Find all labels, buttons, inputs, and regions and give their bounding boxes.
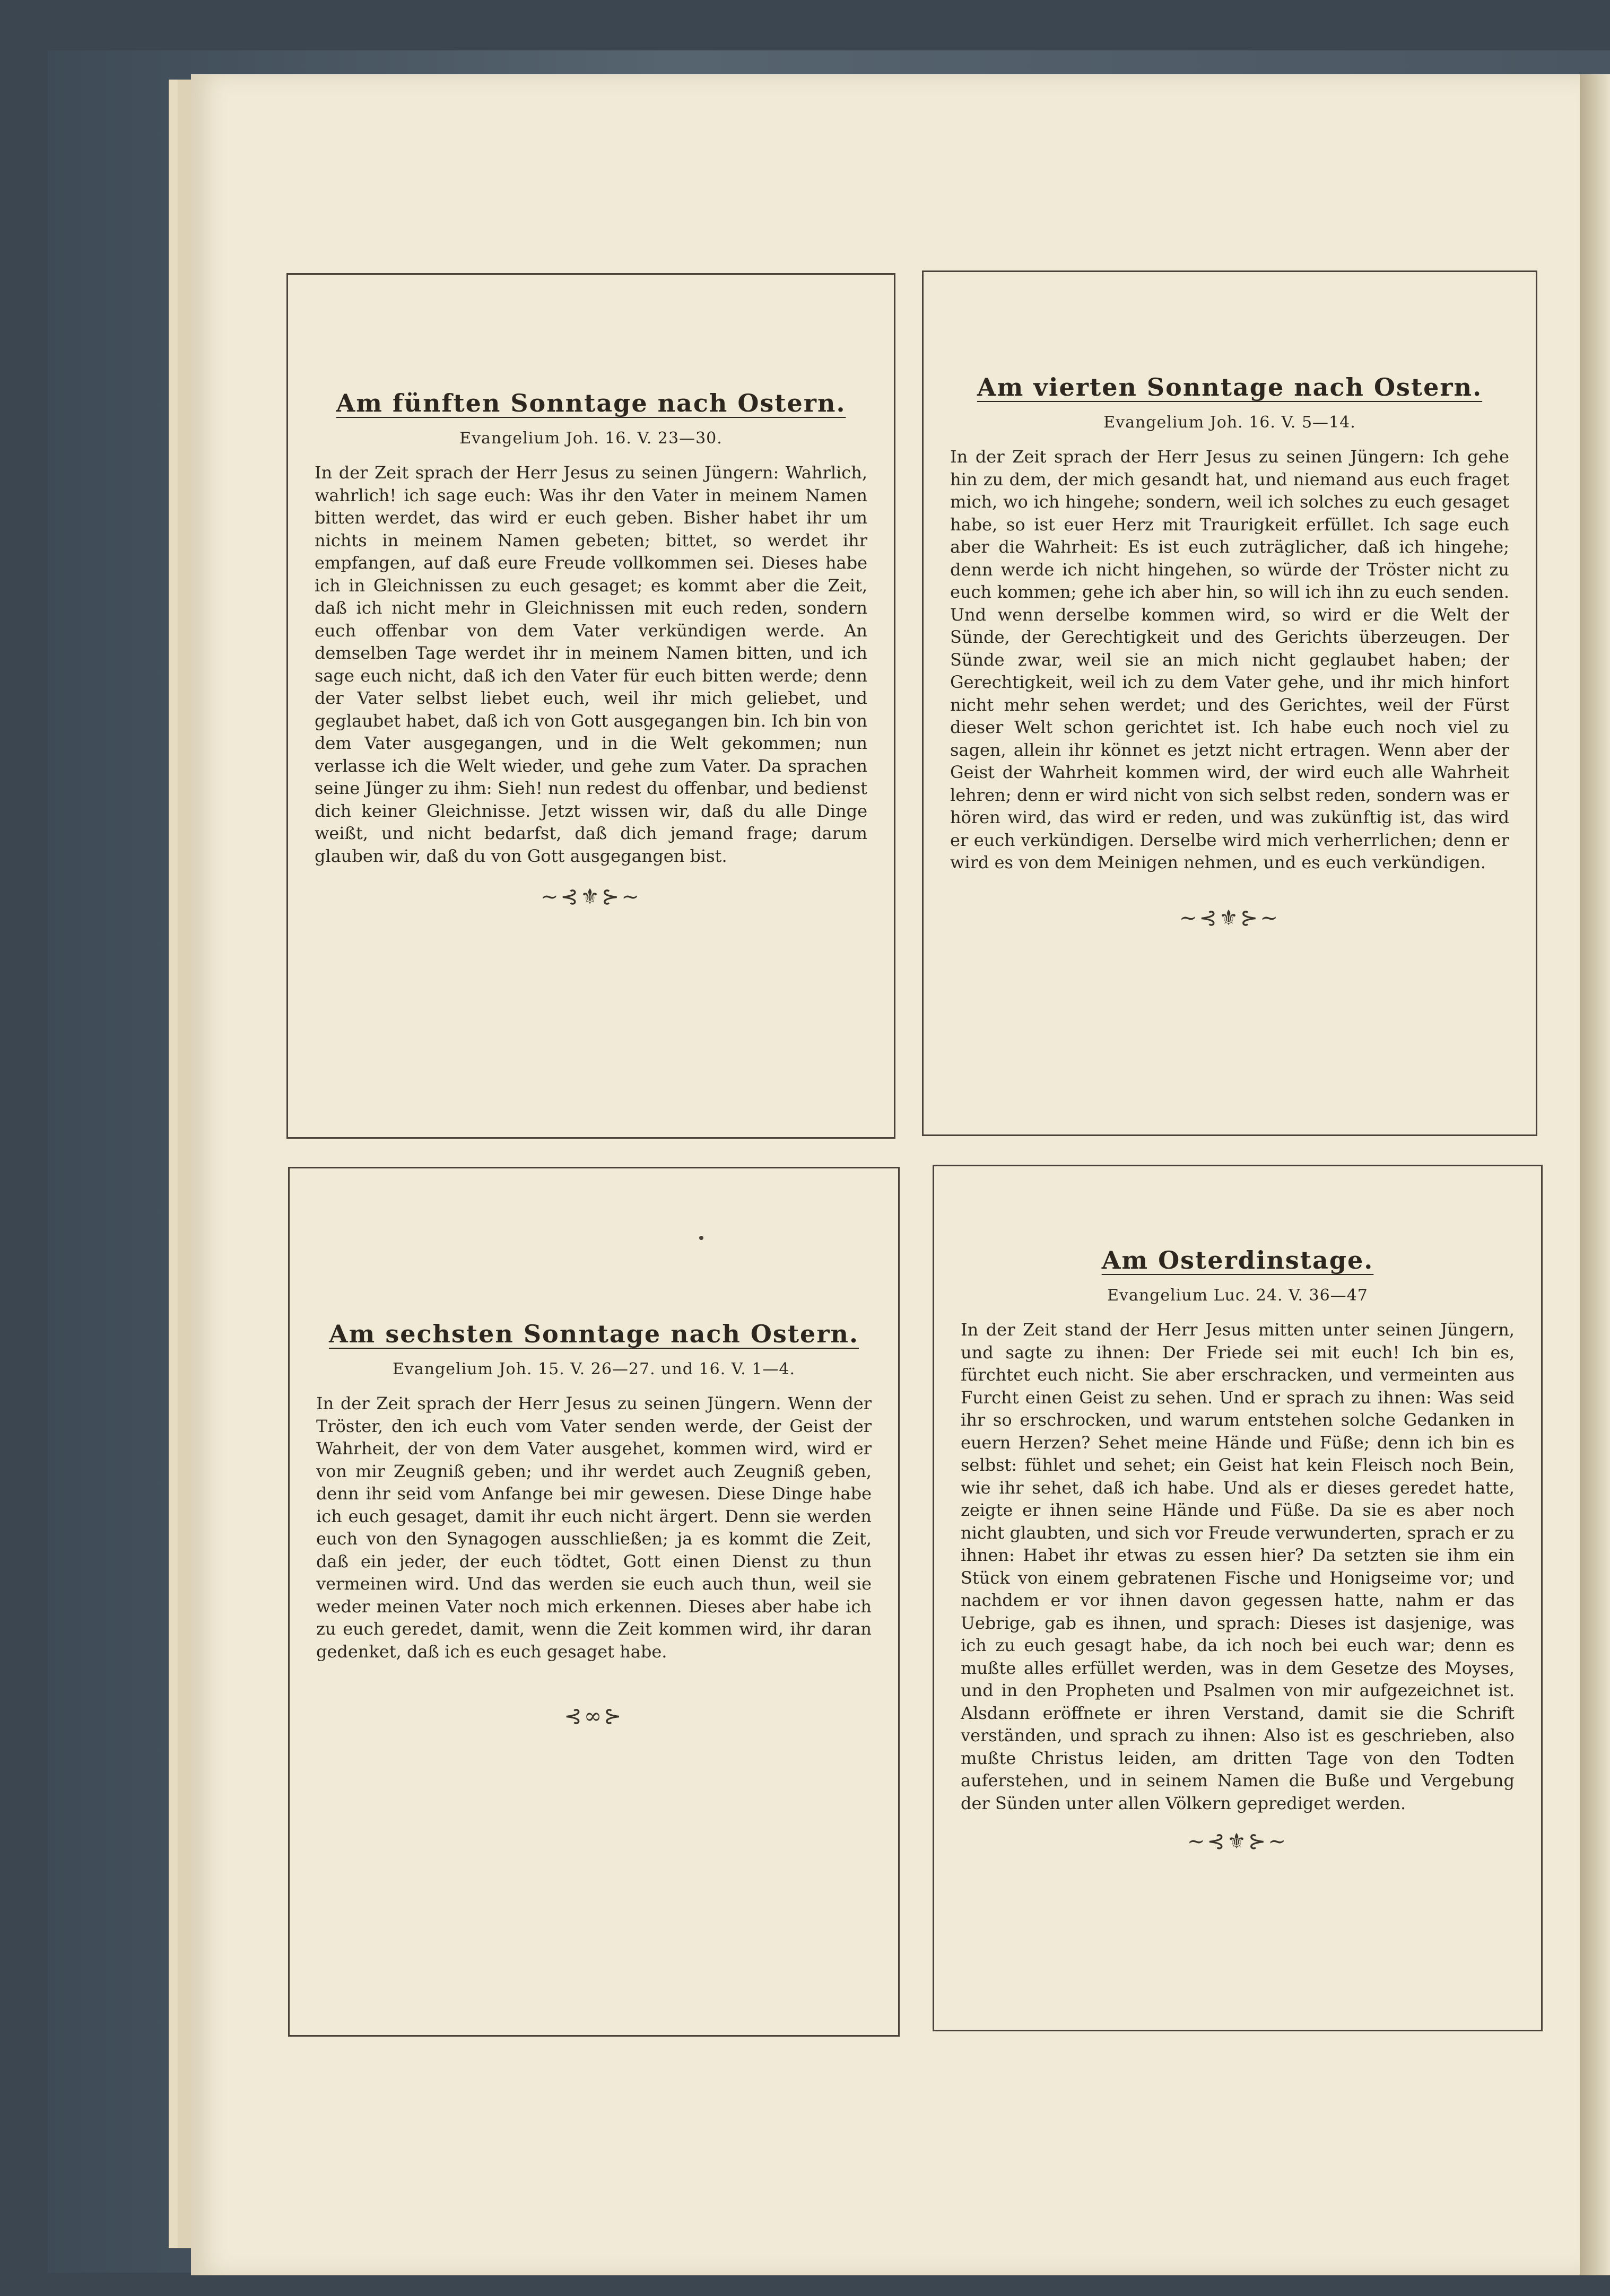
section-reference: Evangelium Joh. 16. V. 5—14.	[1103, 413, 1356, 432]
gospel-box-bottom-left	[288, 1167, 900, 2037]
section-reference: Evangelium Luc. 24. V. 36—47	[1107, 1286, 1368, 1305]
next-page-edge	[1580, 74, 1610, 2275]
section-title: Am Osterdinstage.	[1101, 1246, 1374, 1274]
section-reference: Evangelium Joh. 16. V. 23—30.	[459, 429, 723, 448]
section-text: In der Zeit stand der Herr Jesus mitten unter seinen Jüngern, und sagte zu ihnen: Der Friede sei mit euch! Ich bin es, fürchtet euch nicht. Sie aber erschracken, und vermeinten aus Furcht einen Geist zu sehen. Und er sprach zu ihnen: Was seid ihr so erschrocken, und warum entstehen solche Gedanken in euern Herzen? Sehet meine Hände und Füße; denn ich bin es selbst: fühlet und sehet; ein Geist hat kein Fleisch noch Bein, wie ihr sehet, daß ich habe. Und als er dieses geredet hatte, zeigte er ihnen seine Hände und Füße. Da sie es aber noch nicht glaubten, und sich vor Freude verwunderten, sprach er zu ihnen: Habet ihr etwas zu essen hier? Da setzten sie ihm ein Stück von einem gebratenen Fische und Honigseime vor; und nachdem er vor ihnen davon gegessen hatte, nahm er das Uebrige, gab es ihnen, und sprach: Dieses ist dasjenige, was ich zu euch gesagt habe, da ich noch bei euch war; denn es mußte alles erfüllet werden, was in dem Gesetze des Moyses, und in den Propheten und Psalmen von mir aufgezeichnet ist. Alsdann eröffnete er ihren Verstand, damit sie die Schrift verständen, und sprach zu ihnen: Also ist es geschrieben, also mußte Christus leiden, am dritten Tage von den Todten auferstehen, und in seinem Namen die Buße und Vergebung der Sünden unter allen Völkern geprediget werden.	[961, 1320, 1515, 1813]
gospel-box-top-right	[922, 270, 1537, 1136]
page-edge-stack	[178, 80, 192, 2248]
ornament-flourish: ~⊰⚜⊱~	[541, 885, 641, 909]
section-title: Am fünften Sonntage nach Ostern.	[336, 389, 846, 417]
section-reference: Evangelium Joh. 15. V. 26—27. und 16. V. 1—4.	[393, 1360, 795, 1378]
gospel-box-top-left	[286, 273, 895, 1139]
section-text: In der Zeit sprach der Herr Jesus zu seinen Jüngern: Ich gehe hin zu dem, der mich gesandt hat, und niemand aus euch fraget mich, wo ich hingehe; sondern, weil ich solches zu euch gesaget habe, so ist euer Herz mit Traurigkeit erfüllet. Ich sage euch aber die Wahrheit: Es ist euch zuträglicher, daß ich hingehe; denn werde ich nicht hingehen, so würde der Tröster nicht zu euch kommen; gehe ich aber hin, so will ich ihn zu euch senden. Und wenn derselbe kommen wird, so wird er die Welt der Sünde, der Gerechtigkeit und des Gerichts überzeugen. Der Sünde zwar, weil sie an mich nicht geglaubet haben; der Gerechtigkeit, weil ich zu dem Vater gehe, und ihr mich hinfort nicht mehr sehen werdet; und des Gerichtes, weil der Fürst dieser Welt schon gerichtet ist. Ich habe euch noch viel zu sagen, allein ihr könnet es jetzt nicht ertragen. Wenn aber der Geist der Wahrheit kommen wird, der wird euch alle Wahrheit lehren; denn er wird nicht von sich selbst reden, sondern was er hören wird, das wird er reden, und was zukünftig ist, das wird er euch verkündigen. Derselbe wird mich verherrlichen; denn er wird es von dem Meinigen nehmen, und es euch verkündigen.	[950, 447, 1509, 872]
section-text: In der Zeit sprach der Herr Jesus zu seinen Jüngern: Wahrlich, wahrlich! ich sage euch: Was ihr den Vater in meinem Namen bitten werdet, das wird er euch geben. Bisher habet ihr um nichts in meinem Namen gebeten; bittet, so werdet ihr empfangen, auf daß eure Freude vollkommen sei. Dieses habe ich in Gleichnissen zu euch gesaget; es kommt aber die Zeit, daß ich nicht mehr in Gleichnissen mit euch reden, sondern euch offenbar von dem Vater verkündigen werde. An demselben Tage werdet ihr in meinem Namen bitten, und ich sage euch nicht, daß ich den Vater für euch bitten werde; denn der Vater selbst liebet euch, weil ihr mich geliebet, und geglaubet habet, daß ich von Gott ausgegangen bin. Ich bin von dem Vater ausgegangen, und in die Welt gekommen; nun verlasse ich die Welt wieder, und gehe zum Vater. Da sprachen seine Jünger zu ihm: Sieh! nun redest du offenbar, und bedienst dich keiner Gleichnisse. Jetzt wissen wir, daß du alle Dinge weißt, und nicht bedarfst, daß dich jemand frage; darum glauben wir, daß du von Gott ausgegangen bist.	[315, 462, 867, 866]
ornament-flourish: ~⊰⚜⊱~	[1179, 906, 1280, 930]
section-title: Am vierten Sonntage nach Ostern.	[977, 373, 1483, 401]
section-text: In der Zeit sprach der Herr Jesus zu seinen Jüngern. Wenn der Tröster, den ich euch vom Vater senden werde, der Geist der Wahrheit, der von dem Vater ausgehet, kommen wird, wird er von mir Zeugniß geben; und ihr werdet auch Zeugniß geben, denn ihr seid vom Anfange bei mir gewesen. Diese Dinge habe ich euch gesaget, damit ihr euch nicht ärgert. Denn sie werden euch von den Synagogen ausschließen; ja es kommt die Zeit, daß ein jeder, der euch tödtet, Gott einen Dienst zu thun vermeinen wird. Und das werden sie euch auch thun, weil sie weder meinen Vater noch mich erkennen. Dieses aber habe ich zu euch geredet, damit, wenn die Zeit kommen wird, ihr daran gedenket, daß ich es euch gesaget habe.	[316, 1393, 872, 1662]
section-title: Am sechsten Sonntage nach Ostern.	[328, 1320, 859, 1348]
ornament-flourish: ~⊰⚜⊱~	[1187, 1829, 1288, 1854]
ornament-flourish: ⊰∞⊱	[564, 1704, 624, 1728]
gospel-box-bottom-right	[933, 1165, 1543, 2031]
